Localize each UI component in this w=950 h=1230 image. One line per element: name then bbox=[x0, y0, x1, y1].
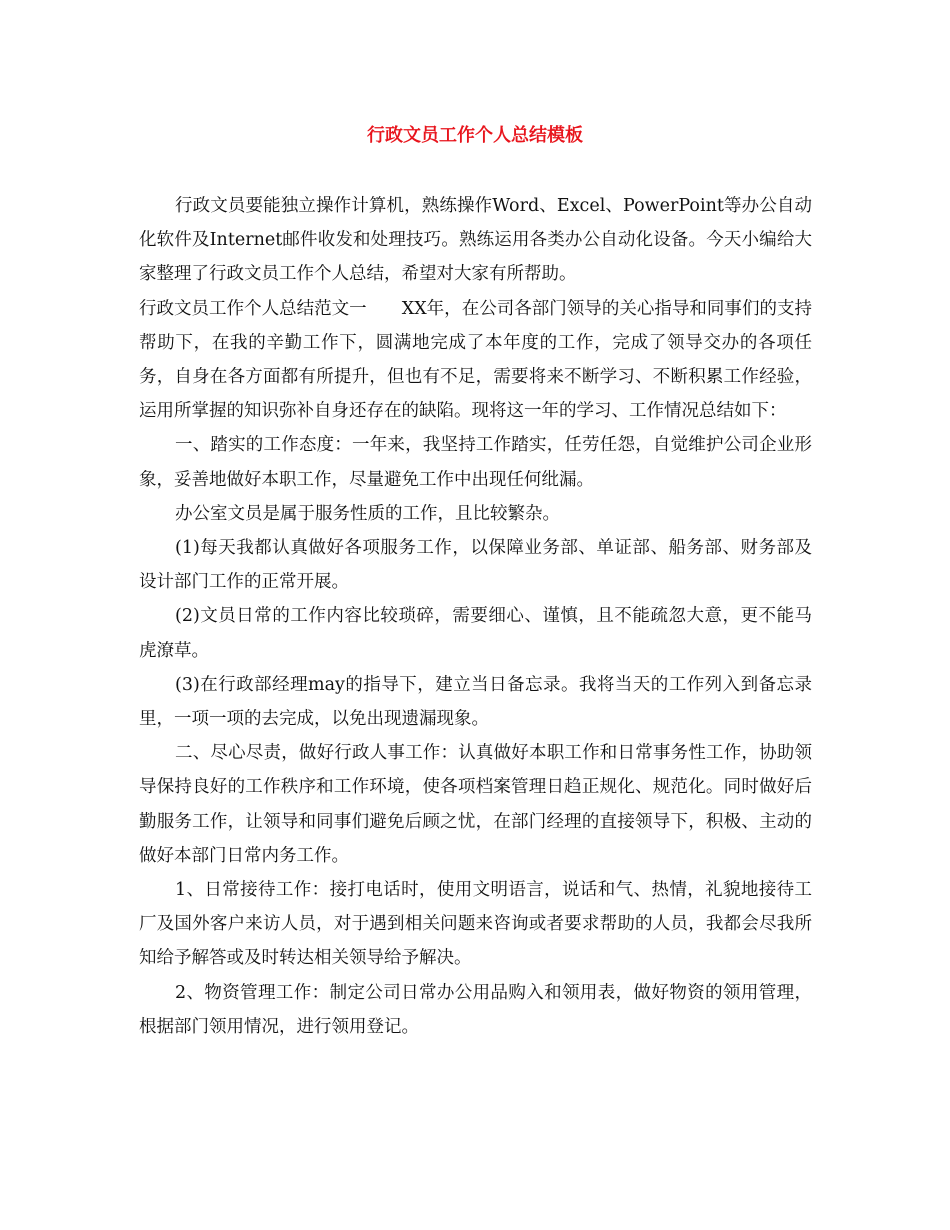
paragraph-section-two: 二、尽心尽责，做好行政人事工作：认真做好本职工作和日常事务性工作，协助领导保持良好的工作秩序和工作环境，使各项档案管理日趋正规化、规范化。同时做好后勤服务工作，让领导和同事们避免后顾之忧，在部门经理的直接领导下，积极、主动的做好本部门日常内务工作。 bbox=[139, 743, 812, 866]
paragraph-office-clerk: 办公室文员是属于服务性质的工作，且比较繁杂。 bbox=[175, 503, 560, 524]
document-body bbox=[139, 189, 812, 1044]
paragraph-reception: 1、日常接待工作：接打电话时，使用文明语言，说话和气、热情，礼貌地接待工厂及国外客户来访人员，对于遇到相关问题来咨询或者要求帮助的人员，我都会尽我所知给予解答或及时转达相关领导给予解决。 bbox=[139, 880, 812, 969]
paragraph-intro: 行政文员要能独立操作计算机，熟练操作Word、Excel、PowerPoint等办公自动化软件及Internet邮件收发和处理技巧。熟练运用各类办公自动化设备。今天小编给大家整理了行政文员工作个人总结，希望对大家有所帮助。 bbox=[139, 196, 812, 285]
document-title: 行政文员工作个人总结模板 bbox=[367, 125, 583, 146]
paragraph-item-2: (2)文员日常的工作内容比较琐碎，需要细心、谨慎，且不能疏忽大意，更不能马虎潦草。 bbox=[139, 606, 812, 661]
paragraph-sample-one: 行政文员工作个人总结范文一 XX年，在公司各部门领导的关心指导和同事们的支持帮助下，在我的辛勤工作下，圆满地完成了本年度的工作，完成了领导交办的各项任务，自身在各方面都有所提升，但也有不足，需要将来不断学习、不断积累工作经验，运用所掌握的知识弥补自身还存在的缺陷。现将这一年的学习、工作情况总结如下： bbox=[139, 298, 812, 422]
paragraph-item-3: (3)在行政部经理may的指导下，建立当日备忘录。我将当天的工作列入到备忘录里，一项一项的去完成，以免出现遗漏现象。 bbox=[139, 674, 812, 730]
paragraph-materials: 2、物资管理工作：制定公司日常办公用品购入和领用表，做好物资的领用管理，根据部门领用情况，进行领用登记。 bbox=[139, 982, 812, 1037]
paragraph-item-1: (1)每天我都认真做好各项服务工作，以保障业务部、单证部、船务部、财务部及设计部门工作的正常开展。 bbox=[139, 538, 812, 593]
paragraph-section-one: 一、踏实的工作态度：一年来，我坚持工作踏实，任劳任怨，自觉维护公司企业形象，妥善地做好本职工作，尽量避免工作中出现任何纰漏。 bbox=[139, 435, 812, 490]
